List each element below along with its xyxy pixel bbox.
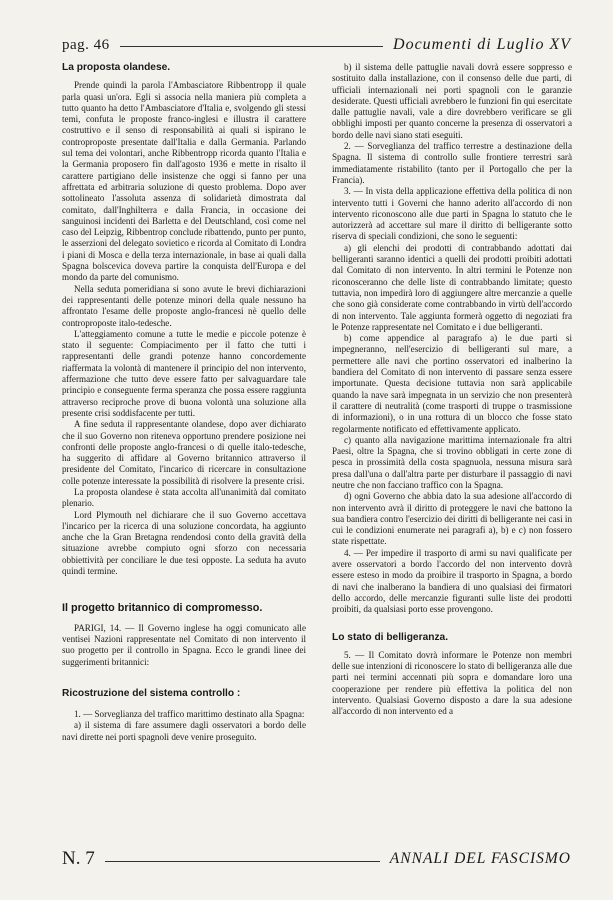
paragraph: b) come appendice al paragrafo a) le due parti si impegneranno, nell'esercizio di belligeranti sul mare, a permettere alle navi che portino osservatori ed inalberino la bandiera del Comitato di non intervento di passare senza essere importunate. Questa decisione tuttavia non sarà applicabile quando la nave sarà impegnata in un servizio che non presenterà il carattere di neutralità (come trasporti di truppe o trasmissione di informazioni), o in una rottura di un blocco che fosse stato regolarmente notificato ed effettivamente applicato. — [332, 333, 572, 434]
paragraph: b) il sistema delle pattuglie navali dovrà essere soppresso e sostituito dalla installazione, con il consenso delle due parti, di ufficiali internazionali nei porti spagnoli con le garanzie desiderate. Questi ufficiali avrebbero le funzioni fin qui esercitate dalle pattuglie navali, vale a dire dovrebbero verificare se gli obblighi imposti per quanto concerne la presenza di osservatori a bordo delle navi siano stati eseguiti. — [332, 62, 572, 140]
paragraph-dateline: PARIGI, 14. — Il Governo inglese ha oggi comunicato alle ventisei Nazioni rappresentate nel Comitato di non intervento il suo progetto per il controllo in Spagna. Ecco le grandi linee dei suggerimenti britannici: — [62, 622, 306, 667]
running-title: Documenti di Luglio XV — [393, 36, 571, 53]
issue-number: N. 7 — [62, 848, 95, 869]
header-rule — [120, 46, 383, 47]
paragraph: Prende quindi la parola l'Ambasciatore Ribbentropp il quale parla quasi un'ora. Egli si associa nella maniera più completa a tutto quanto ha detto l'Ambasciatore d'Italia e, svolgendo gli stessi temi, confuta le proposte franco-inglesi e illustra il carattere costruttivo e il senso di responsabilità ai quali si ispirano le controproposte presentate dall'Italia e dalla Germania. Parlando sul tema dei volontari, anche Ribbentropp ricorda quanto l'Italia e la Germania proposero fin dall'agosto 1936 e mette in risalto il carattere partigiano delle insistenze che oggi si fanno per una affrettata ed arbitraria soluzione di questo problema. Dopo aver sottolineato l'assoluta assenza di solidarietà dimostrata dal comitato, dall'Inghilterra e dalla Francia, in occasione dei sanguinosi incidenti dei Barletta e del Deutschland, così come nel caso del Leipzig, Ribbentrop conclude ribattendo, punto per punto, le asserzioni del delegato sovietico e ricorda al Comitato di Londra i piani di Mosca e della terza internazionale, in base ai quali dalla Spagna bolscevica doveva partire la conquista dell'Europa e del mondo da parte del comunismo. — [62, 80, 306, 283]
paragraph: a) gli elenchi dei prodotti di contrabbando adottati dai belligeranti saranno identici a quelli dei prodotti proibiti adottati dal Comitato di non intervento. In altri termini le Potenze non riconosceranno che delle liste di contrabbando limitate; questo tuttavia, non impedirà loro di aggiungere altre mercanzie a quelle che sono già considerate come contrabbando in virtù dell'accordo di non intervento. Tale aggiunta formerà oggetto di negoziati fra le Potenze rappresentate nel Comitato e i due belligeranti. — [332, 242, 572, 332]
footer-rule — [105, 861, 380, 862]
paragraph: L'atteggiamento comune a tutte le medie e piccole potenze è stato il seguente: Compiacimento per il fatto che tutti i rappresentanti delle grandi potenze hanno concordemente riaffermata la volontà di mantenere il principio del non intervento, affermazione che tutto deve essere fatto per salvaguardare tale principio e conseguente ferma speranza che possa essere raggiunta attraverso reciproche prove di buona volontà una soluzione alla presente crisi soddisfacente per tutti. — [62, 328, 306, 418]
section-heading-dutch-proposal: La proposta olandese. — [62, 62, 171, 73]
publication-title: ANNALI DEL FASCISMO — [389, 850, 571, 867]
paragraph: 2. — Sorveglianza del traffico terrestre a destinazione della Spagna. Il sistema di controllo sulle frontiere terrestri sarà immediatamente ristabilito (tanto per il Portogallo che per la Francia). — [332, 141, 572, 185]
right-column — [332, 62, 572, 718]
paragraph: La proposta olandese è stata accolta all'unanimità dal comitato plenario. — [62, 486, 306, 509]
paragraph: d) ogni Governo che abbia dato la sua adesione all'accordo di non intervento avrà il diritto di proteggere le navi che battono la sua bandiera contro l'esercizio dei diritti di belligerante nei casi in cui le condizioni enumerate nei paragrafi a), b) e c) non fossero state rispettate. — [332, 491, 572, 547]
section-heading-british-project: Il progetto britannico di compromesso. — [62, 602, 263, 615]
paragraph: 1. — Sorveglianza del traffico marittimo destinato alla Spagna: — [74, 709, 305, 720]
left-column — [62, 62, 306, 743]
paragraph: Nella seduta pomeridiana si sono avute le brevi dichiarazioni dei rappresentanti delle potenze minori della quale nessuno ha affrontato l'esame delle proposte anglo-francesi nè quello delle controproposte italo-tedesche. — [62, 283, 306, 328]
paragraph: c) quanto alla navigazione marittima internazionale fra altri Paesi, oltre la Spagna, che si trovino obbligati in certe zone di pesca in prossimità della costa spagnuola, nessuna misura sarà presa dall'una o dall'altra parte per disturbare il passaggio di navi neutre che non facciano traffico con la Spagna. — [332, 434, 572, 490]
section-heading-control-system: Ricostruzione del sistema controllo : — [62, 687, 241, 699]
page-header — [62, 36, 571, 54]
paragraph: Lord Plymouth nel dichiarare che il suo Governo accettava l'incarico per la ricerca di una soluzione concordata, ha aggiunto anche che la Gran Bretagna rendendosi conto della gravità della situazione avrebbe compiuto ogni sforzo con necessaria obbiettività per conciliare le due tesi opposte. La seduta ha avuto quindi termine. — [62, 509, 306, 577]
section-heading-belligerency: Lo stato di belligeranza. — [332, 631, 449, 643]
paragraph: a) il sistema di fare assumere dagli osservatori a bordo delle navi dirette nei porti spagnoli deve venire proseguito. — [62, 720, 306, 742]
page-number: pag. 46 — [62, 36, 110, 53]
paragraph: 3. — In vista della applicazione effettiva della politica di non intervento tutti i Governi che hanno aderito all'accordo di non intervento riconoscono alle due parti in Spagna lo statuto che le autorizzerà ad accettare sul mare il diritto di belligerante sotto riserva di speciali condizioni, che sono le seguenti: — [332, 186, 572, 242]
paragraph: A fine seduta il rappresentante olandese, dopo aver dichiarato che il suo Governo non riteneva opportuno prendere posizione nei confronti delle proposte anglo-francesi o di quelle italo-tedesche, ha suggerito di affidare al Governo britannico attraverso il presidente del Comitato, l'incarico di ricercare in consultazione colle potenze interessate la possibilità di risolvere la presente crisi. — [62, 419, 306, 486]
page-footer — [62, 848, 571, 870]
paragraph: 4. — Per impedire il trasporto di armi su navi qualificate per avere osservatori a bordo l'accordo del non intervento dovrà essere esteso in modo da proibire il trasporto in Spagna, a bordo di navi che inalberano la bandiera di uno qualsiasi dei firmatori dello accordo, delle mercanzie figuranti sulle liste dei prodotti proibiti, da qualsiasi porto esse provengono. — [332, 547, 572, 615]
paragraph: 5. — Il Comitato dovrà informare le Potenze non membri delle sue intenzioni di riconoscere lo stato di belligeranza alle due parti nei termini accennati più sopra e domandare loro una cooperazione per rendere più effettiva la politica del non intervento. Qualsiasi Governo disposto a dare la sua adesione all'accordo di non intervento ed a — [332, 649, 572, 717]
